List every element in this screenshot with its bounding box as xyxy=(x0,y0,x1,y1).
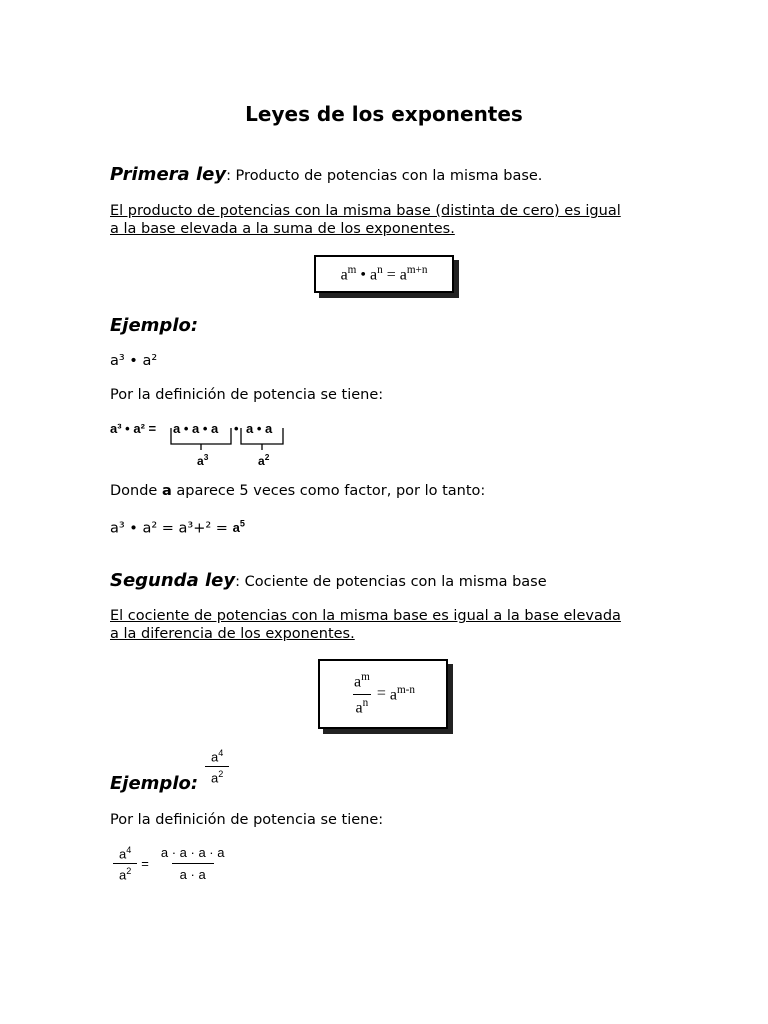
law1-statement-line2: a la base elevada a la suma de los exponentes. xyxy=(110,221,455,237)
law2-formula-box: $\frac{a^m}{a^n}$ = $a^{m-n}$ xyxy=(318,659,448,729)
law2-statement-line2: a la diferencia de los exponentes. xyxy=(110,626,355,642)
underbraces xyxy=(165,428,290,452)
law1-statement xyxy=(110,202,670,238)
law1-definition-text: Por la definición de potencia se tiene: xyxy=(110,387,384,403)
brace-group1 xyxy=(171,428,231,444)
law1-formula: $a^m$ • $a^n = a^{m+n}$ xyxy=(340,263,428,284)
law2-formula-fraction: $\frac{a^m}{a^n}$ xyxy=(354,671,370,716)
law2-definition-text: Por la definición de potencia se tiene: xyxy=(110,812,384,828)
law1-expansion-mid: • xyxy=(234,421,239,436)
law1-example-expr: a³ • a² xyxy=(110,353,158,369)
law2-lead: Segunda ley xyxy=(110,570,236,591)
law2-statement xyxy=(110,607,670,643)
brace2-label: $a^2$ xyxy=(258,452,270,468)
law1-lead: Primera ley xyxy=(110,164,227,185)
law1-example-heading: Ejemplo: xyxy=(110,315,199,336)
law2-statement-line1: El cociente de potencias con la misma base es igual a la base elevada xyxy=(110,608,621,624)
law1-formula-box xyxy=(314,255,454,293)
brace1-label: $a^3$ xyxy=(197,452,209,468)
law2-formula-result: $a^{m-n}$ xyxy=(389,683,415,704)
law2-heading xyxy=(110,570,547,591)
law1-result: a³ • $a^2 = a^3+^2 = a^5$ xyxy=(110,519,245,537)
law1-expansion-group2: a • a xyxy=(246,421,273,436)
law1-heading xyxy=(110,164,542,185)
law1-expansion-group1: a • a • a xyxy=(173,421,219,436)
law1-expansion-lhs: a³ • a² = xyxy=(110,421,157,436)
law1-statement-line1: El producto de potencias con la misma base (distinta de cero) es igual xyxy=(110,203,621,219)
law2-rest: : Cociente de potencias con la misma base xyxy=(235,574,547,590)
page-title: Leyes de los exponentes xyxy=(245,102,523,126)
law1-conclusion: Donde a aparece 5 veces como factor, por lo tanto: xyxy=(110,483,486,499)
law2-example-heading: Ejemplo: xyxy=(110,773,199,794)
law2-expansion: $\frac{a^4}{a^2}$ = $\frac{a \cdot a \cdot a \cdot a}{a \cdot a}$ xyxy=(113,845,232,883)
brace-group2 xyxy=(241,428,283,444)
law2-example-fraction: $\frac{a^4}{a^2}$ xyxy=(205,748,229,786)
law1-rest: : Producto de potencias con la misma base. xyxy=(226,168,543,184)
law1-result-power: $a^5$ xyxy=(232,519,245,536)
